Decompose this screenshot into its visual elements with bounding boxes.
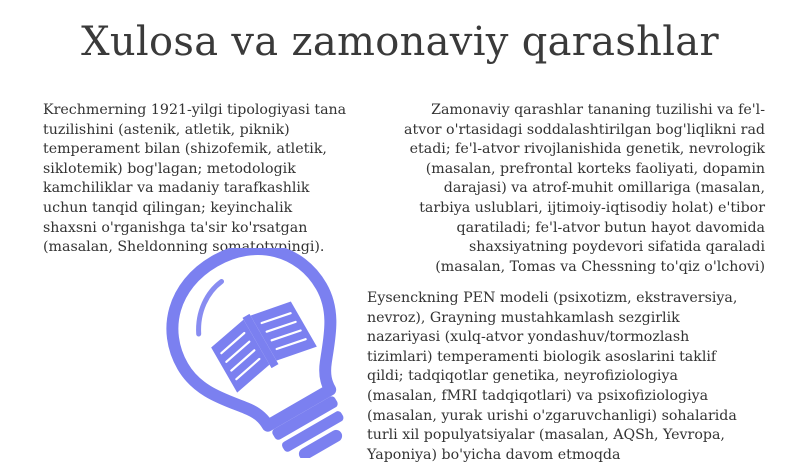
slide-title: Xulosa va zamonaviy qarashlar (81, 19, 719, 65)
paragraph-kretschmer: Krechmerning 1921-yilgi tipologiyasi tana tuzilishini (astenik, atletik, piknik) temperament bilan (shizofemik, atletik, siklotemik) bog'lagan; metodologik kamchiliklar va madaniy tarafkashlik uchun tanqid qilingan; keyinchalik shaxsni o'rganishga ta'sir ko'rsatgan (masalan, Sheldonning somatotypingi). (43, 102, 347, 256)
paragraph-eysenck-gray: Eysenckning PEN modeli (psixotizm, ekstraversiya, nevroz), Grayning mustahkamlash sezgirlik nazariyasi (xulq-atvor yondashuv/tormozlash tizimlari) temperamenti biologik asoslarini taklif qildi; tadqiqotlar genetika, neyrofiziologiya (masalan, fMRI tadqiqotlari) va psixofiziologiya (masalan, yurak urishi o'zgaruvchanligi) sohalarida turli xil populyatsiyalar (masalan, AQSh, Yevropa, Yaponiya) bo'yicha davom etmoqda (367, 290, 738, 463)
paragraph-modern-views: Zamonaviy qarashlar tananing tuzilishi va fe'l-atvor o'rtasidagi soddalashtirilgan bog'liqlikni rad etadi; fe'l-atvor rivojlanishida genetik, nevrologik (masalan, prefrontal korteks faoliyati, dopamin darajasi) va atrof-muhit omillariga (masalan, tarbiya uslublari, ijtimoiy-iqtisodiy holat) e'tibor qaratiladi; fe'l-atvor butun hayot davomida shaxsiyatning poydevori sifatida qaraladi (masalan, Tomas va Chessning to'qiz o'lchovi) (404, 102, 765, 275)
lightbulb-book-icon (145, 248, 350, 458)
